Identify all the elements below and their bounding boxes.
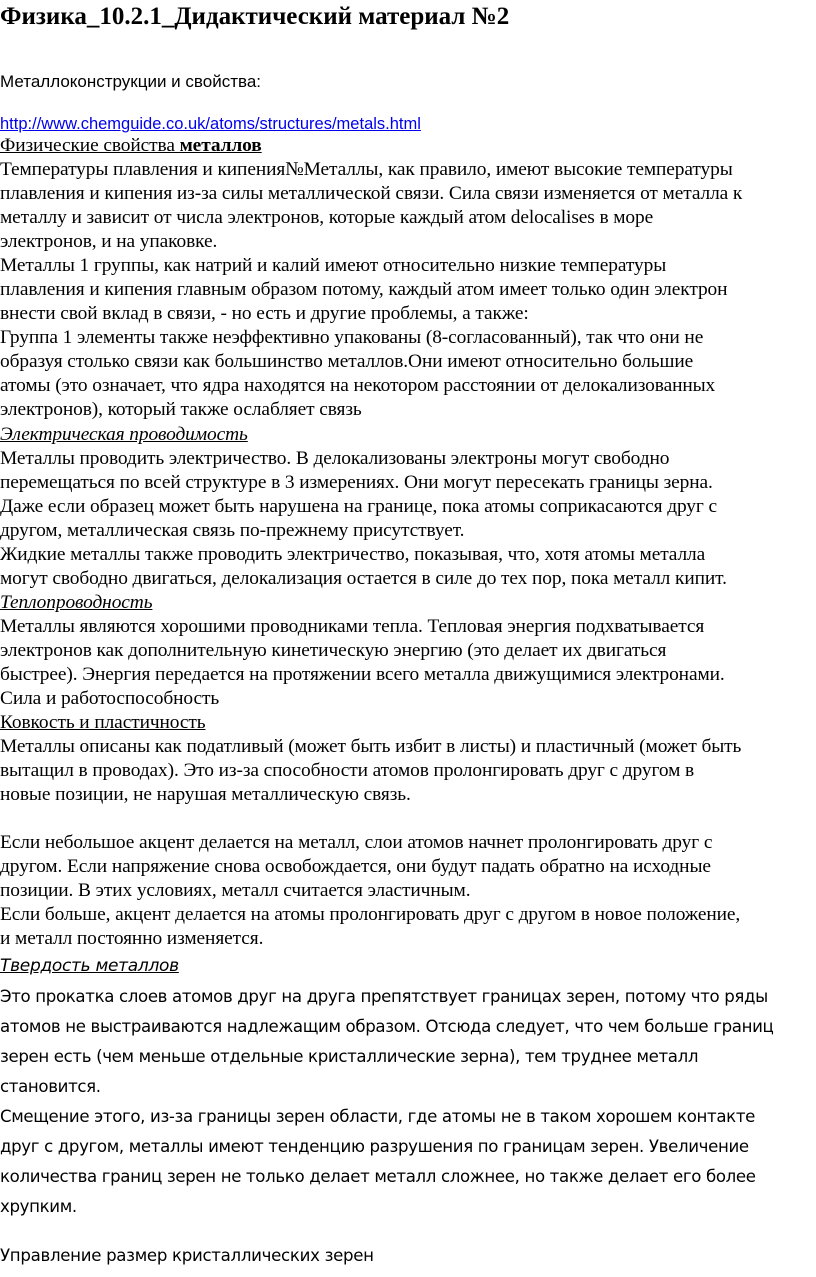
- text-line: количества границ зерен не только делает металл сложнее, но также делает его более: [0, 1167, 756, 1186]
- text-line: электронов как дополнительную кинетическую энергию (это делает их двигаться: [0, 640, 667, 661]
- text-line: зерен есть (чем меньше отдельные кристаллические зерна), тем труднее металл: [0, 1047, 699, 1066]
- section-heading: Твердость металлов: [0, 956, 179, 976]
- text-line: плавления и кипения главным образом потому, каждый атом имеет только один электрон: [0, 279, 728, 300]
- section-heading: Электрическая проводимость: [0, 424, 248, 445]
- section-malleability: [0, 711, 816, 951]
- text-line: Температуры плавления и кипения№Металлы, как правило, имеют высокие температуры: [0, 159, 733, 180]
- text-line: Металлы проводить электричество. В делокализованы электроны могут свободно: [0, 448, 670, 469]
- text-line: друг с другом, металлы имеют тенденцию разрушения по границам зерен. Увеличение: [0, 1137, 749, 1156]
- text-line: Группа 1 элементы также неэффективно упакованы (8-согласованный), так что они не: [0, 327, 704, 348]
- text-line: Если небольшое акцент делается на металл, слои атомов начнет пролонгировать друг с: [0, 832, 713, 853]
- text-line: перемещаться по всей структуре в 3 измерениях. Они могут пересекать границы зерна.: [0, 472, 713, 493]
- text-line: Если больше, акцент делается на атомы пролонгировать друг с другом в новое положение,: [0, 904, 741, 925]
- section-thermal-conductivity: [0, 591, 816, 711]
- text-line: металлу и зависит от числа электронов, которые каждый атом delocalises в море: [0, 207, 654, 228]
- section-heading: Ковкость и пластичность: [0, 712, 206, 733]
- heading-bold: металлов: [179, 135, 262, 156]
- section-heading-grain-size: Управление размер кристаллических зерен: [0, 1246, 374, 1265]
- text-line: плавления и кипения из-за силы металлической связи. Сила связи изменяется от металла к: [0, 183, 743, 204]
- text-line: атомов не выстраиваются надлежащим образом. Отсюда следует, что чем больше границ: [0, 1017, 774, 1036]
- text-line: позиции. В этих условиях, металл считается эластичным.: [0, 880, 471, 901]
- text-line: внести свой вклад в связи, - но есть и другие проблемы, а также:: [0, 303, 529, 324]
- document-subtitle: Металлоконструкции и свойства:: [0, 72, 262, 91]
- text-line: и металл постоянно изменяется.: [0, 928, 264, 949]
- text-line: электронов, и на упаковке.: [0, 231, 218, 252]
- text-line: другом. Если напряжение снова освобождается, они будут падать обратно на исходные: [0, 856, 711, 877]
- text-line: образуя столько связи как большинство металлов.Они имеют относительно большие: [0, 351, 694, 372]
- text-line: электронов), который также ослабляет связь: [0, 399, 362, 420]
- section-heading: [0, 134, 816, 158]
- text-line: могут свободно двигаться, делокализация остается в силе до тех пор, пока металл кипит.: [0, 568, 727, 589]
- section-electrical-conductivity: [0, 423, 816, 591]
- text-line: Металлы являются хорошими проводниками тепла. Тепловая энергия подхватывается: [0, 616, 705, 637]
- text-line: Даже если образец может быть нарушена на границе, пока атомы соприкасаются друг с: [0, 496, 718, 517]
- text-line: атомы (это означает, что ядра находятся на некотором расстоянии от делокализованных: [0, 375, 716, 396]
- text-line: Металлы описаны как податливый (может быть избит в листы) и пластичный (может быть: [0, 736, 742, 757]
- text-line: новые позиции, не нарушая металлическую связь.: [0, 784, 411, 805]
- text-line: становится.: [0, 1077, 101, 1096]
- text-line: другом, металлическая связь по-прежнему присутствует.: [0, 520, 465, 541]
- text-line: Сила и работоспособность: [0, 688, 220, 709]
- blank-line: [0, 807, 816, 831]
- text-line: Жидкие металлы также проводить электричество, показывая, что, хотя атомы металла: [0, 544, 706, 565]
- text-line: Металлы 1 группы, как натрий и калий имеют относительно низкие температуры: [0, 255, 667, 276]
- heading-prefix: Физические свойства: [0, 135, 180, 156]
- text-line: Это прокатка слоев атомов друг на друга препятствует границах зерен, потому что ряды: [0, 987, 768, 1006]
- section-physical-properties: [0, 134, 816, 422]
- text-line: хрупким.: [0, 1197, 77, 1216]
- text-line: Смещение этого, из-за границы зерен области, где атомы не в таком хорошем контакте: [0, 1107, 756, 1126]
- text-line: вытащил в проводах). Это из-за способности атомов пролонгировать друг с другом в: [0, 760, 695, 781]
- source-link[interactable]: http://www.chemguide.co.uk/atoms/structures/metals.html: [0, 115, 421, 133]
- section-heading: Теплопроводность: [0, 592, 153, 613]
- text-line: быстрее). Энергия передается на протяжении всего металла движущимися электронами.: [0, 664, 725, 685]
- section-hardness: [0, 954, 816, 1222]
- document-title: Физика_10.2.1_Дидактический материал №2: [0, 3, 510, 30]
